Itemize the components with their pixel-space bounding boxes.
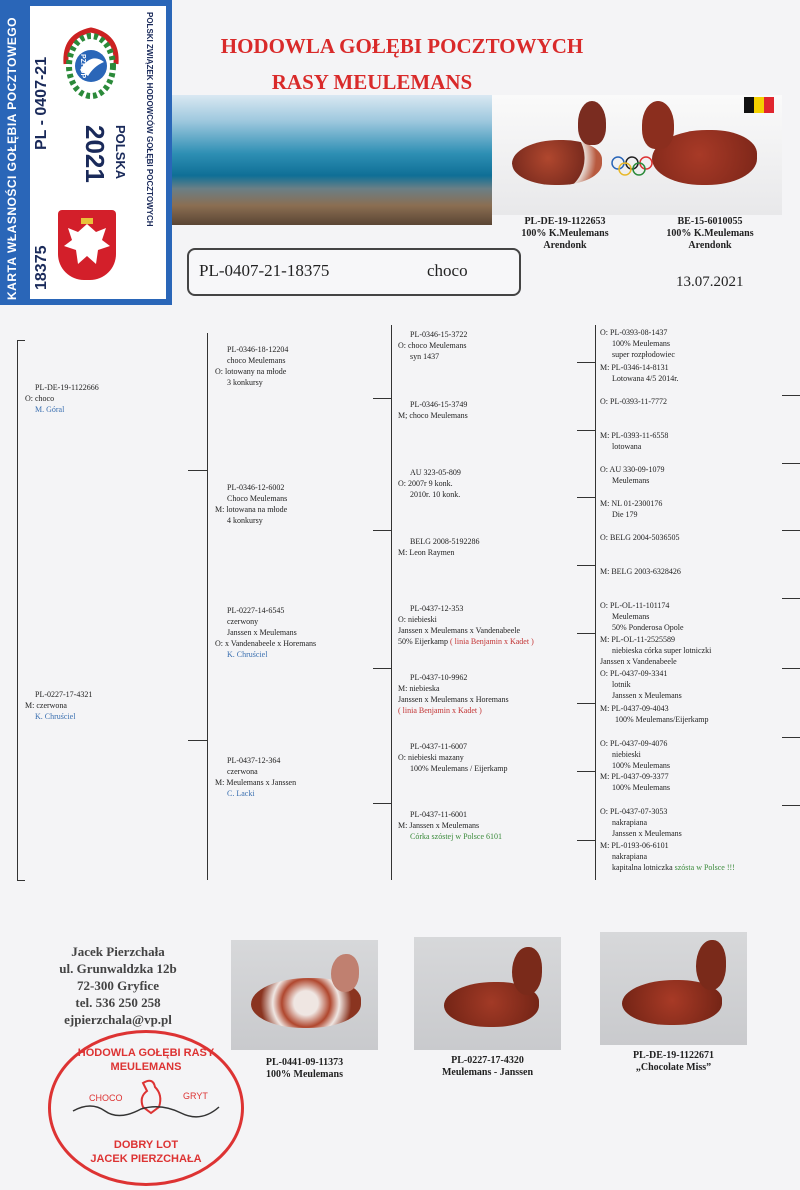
gen2-line: choco Meulemans xyxy=(227,356,286,365)
coat-of-arms-icon xyxy=(58,210,116,280)
card-country: POLSKA xyxy=(113,125,128,180)
gen2-line: Janssen x Meulemans xyxy=(227,628,297,637)
gen4-line: Janssen x Vandenabeele xyxy=(600,657,677,666)
stamp-bottom2: JACEK PIERZCHAŁA xyxy=(90,1153,202,1165)
gen4-line: lotowana xyxy=(612,442,642,451)
gen3-ring: PL-0437-12-353 xyxy=(410,604,464,613)
signature-icon xyxy=(71,1099,221,1119)
ring-number: PL-0407-21-18375 xyxy=(199,261,330,280)
caption-breed: „Chocolate Miss” xyxy=(635,1062,712,1073)
gen4-line xyxy=(612,863,735,873)
gen3-ring: AU 323-05-809 xyxy=(410,468,461,477)
gen4-line-note: szósta w Polsce !!! xyxy=(674,863,735,872)
stamp-choco: CHOCO xyxy=(89,1093,123,1103)
gen2-line: 4 konkursy xyxy=(227,516,263,525)
gen2-line: M: Meulemans x Janssen xyxy=(215,778,297,787)
gen4-ring: O: PL-0437-09-3341 xyxy=(600,669,668,678)
stamp-top: HODOWLA GOŁĘBI RASY xyxy=(77,1047,215,1059)
pigeon-image xyxy=(512,140,602,185)
gen4-line: nakrapiana xyxy=(612,818,648,827)
caption-breed: 100% Meulemans xyxy=(266,1069,343,1080)
owner-name: Jacek Pierzchała xyxy=(71,944,165,959)
caption-origin: Arendonk xyxy=(688,240,732,251)
gen2-ring: PL-0227-14-6545 xyxy=(227,606,285,615)
document-date: 13.07.2021 xyxy=(676,274,744,290)
belgium-flag-icon xyxy=(744,97,774,113)
gen3-line: O: choco Meulemans xyxy=(398,341,467,350)
gen3-ring: PL-0437-11-6001 xyxy=(410,810,468,819)
gen4-line: Meulemans xyxy=(612,476,650,485)
gen4-ring: O: PL-0437-07-3053 xyxy=(600,807,668,816)
gen3-line: M; choco Meulemans xyxy=(398,411,468,420)
top-photo-caption-2 xyxy=(650,216,770,252)
gen4-line: Janssen x Meulemans xyxy=(612,829,682,838)
ring-number-box xyxy=(187,248,521,296)
bottom-photo-2 xyxy=(414,937,561,1050)
gen4-ring: O: PL-0437-09-4076 xyxy=(600,739,668,748)
gen2-ring: PL-0346-18-12204 xyxy=(227,345,289,354)
caption-origin: Arendonk xyxy=(543,240,587,251)
gen3-ring: PL-0346-15-3722 xyxy=(410,330,468,339)
ownership-card xyxy=(0,0,172,305)
card-year: 2021 xyxy=(80,125,110,183)
owner-street: ul. Grunwaldzka 12b xyxy=(59,961,177,976)
pigeon-image xyxy=(512,947,542,995)
gen4-line: 100% Meulemans xyxy=(612,783,670,792)
gen3-line: O: niebieski mazany xyxy=(398,753,464,762)
owner-phone: tel. 536 250 258 xyxy=(75,995,161,1010)
gen4-ring: M: PL-0437-09-3377 xyxy=(600,772,669,781)
pigeon-image xyxy=(696,940,726,990)
gen4-line: 100% Meulemans xyxy=(612,761,670,770)
owner-city: 72-300 Gryfice xyxy=(77,978,159,993)
gen3-line: O: 2007r 9 konk. xyxy=(398,479,453,488)
bottom-photo-caption-3 xyxy=(600,1050,747,1074)
caption-ring: PL-0227-17-4320 xyxy=(451,1055,524,1066)
pigeon-image xyxy=(331,954,359,992)
dam-ring: PL-0227-17-4321 xyxy=(35,690,93,699)
caption-breed: Meulemans - Janssen xyxy=(441,1067,534,1078)
logo-text: PZHGP xyxy=(79,54,86,79)
owner-email: ejpierzchala@vp.pl xyxy=(64,1012,172,1027)
gen2-line: 3 konkursy xyxy=(227,378,263,387)
gen4-ring: M: PL-OL-11-2525589 xyxy=(600,635,676,644)
gen3-line: 100% Meulemans / Eijerkamp xyxy=(410,764,508,773)
gen2-breeder: C. Lacki xyxy=(227,789,255,798)
gen3-line-note: ( linia Benjamin x Kadet ) xyxy=(398,706,482,715)
gen3-ring: PL-0437-11-6007 xyxy=(410,742,468,751)
gen4-line: niebieska córka super lotniczki xyxy=(612,646,712,655)
gen3-line: M: niebieska xyxy=(398,684,440,693)
sire-ring: PL-DE-19-1122666 xyxy=(35,383,99,392)
gen4-ring: O: BELG 2004-5036505 xyxy=(600,533,680,542)
pzhgp-logo xyxy=(58,22,124,106)
gen4-line: kapitalna lotniczka xyxy=(612,863,673,872)
gen4-ring: M: PL-0393-11-6558 xyxy=(600,431,669,440)
page-title-line1: HODOWLA GOŁĘBI POCZTOWYCH xyxy=(220,34,584,58)
gen2-line: M: lotowana na młode xyxy=(215,505,288,514)
gen4-ring: M: PL-0346-14-8131 xyxy=(600,363,669,372)
gen2-ring: PL-0437-12-364 xyxy=(227,756,281,765)
stamp-bottom1: DOBRY LOT xyxy=(113,1139,179,1151)
gen4-ring: M: NL 01-2300176 xyxy=(600,499,663,508)
gen3-line-note: ( linia Benjamin x Kadet ) xyxy=(449,637,534,646)
gen3-line: syn 1437 xyxy=(410,352,440,361)
gen4-line: 100% Meulemans/Eijerkamp xyxy=(615,715,709,724)
card-ring: PL - 0407-21 xyxy=(33,56,50,150)
pigeon-color: choco xyxy=(427,261,468,280)
gen4-line: 100% Meulemans xyxy=(612,339,670,348)
stamp-gryf: GRYT xyxy=(183,1091,208,1101)
gen4-ring: M: PL-0193-06-6101 xyxy=(600,841,669,850)
pigeon-image xyxy=(578,101,606,145)
page-title-line2: RASY MEULEMANS xyxy=(271,70,473,94)
gen4-line: lotnik xyxy=(612,680,631,689)
gen2-ring: PL-0346-12-6002 xyxy=(227,483,285,492)
gen3-line: M: Leon Raymen xyxy=(398,548,455,557)
gen2-breeder: K. Chruściel xyxy=(227,650,268,659)
card-number: 18375 xyxy=(33,245,50,290)
gen3-line xyxy=(398,637,534,647)
caption-ring: BE-15-6010055 xyxy=(677,216,743,227)
sea-banner-image xyxy=(172,95,492,225)
top-pigeons-photo xyxy=(492,95,782,215)
bottom-photo-caption-1 xyxy=(231,1057,378,1081)
gen3-line: M: Janssen x Meulemans xyxy=(398,821,480,830)
gen2-line: O: x Vandenabeele x Horemans xyxy=(215,639,317,648)
caption-ring: PL-DE-19-1122671 xyxy=(632,1050,715,1061)
bottom-photo-caption-2 xyxy=(414,1055,561,1079)
gen3-ring: PL-0346-15-3749 xyxy=(410,400,468,409)
gen4-line: Die 179 xyxy=(612,510,638,519)
caption-ring: PL-0441-09-11373 xyxy=(265,1057,344,1068)
stamp-mid: MEULEMANS xyxy=(110,1061,182,1073)
caption-breed: 100% K.Meulemans xyxy=(666,228,754,239)
gen4-ring: O: PL-OL-11-101174 xyxy=(600,601,670,610)
breeder-stamp xyxy=(48,1030,244,1186)
gen3-ring: BELG 2008-5192286 xyxy=(410,537,480,546)
dam-color: M: czerwona xyxy=(25,701,67,710)
sire-color: O: choco xyxy=(25,394,55,403)
gen4-ring: M: BELG 2003-6328426 xyxy=(600,567,681,576)
owner-address xyxy=(28,943,208,1028)
olympic-rings-icon xyxy=(610,155,654,177)
caption-breed: 100% K.Meulemans xyxy=(521,228,609,239)
gen3-line: Janssen x Meulemans x Vandenabeele xyxy=(398,626,521,635)
sire-breeder: M. Góral xyxy=(35,405,65,414)
gen4-line: Janssen x Meulemans xyxy=(612,691,682,700)
gen4-ring: M: PL-0437-09-4043 xyxy=(600,704,669,713)
card-org: POLSKI ZWIĄZEK HODOWCÓW GOŁĘBI POCZTOWYCH xyxy=(145,12,154,227)
gen4-line: nakrapiana xyxy=(612,852,648,861)
pigeon-image xyxy=(642,101,674,149)
gen2-line: czerwony xyxy=(227,617,259,626)
card-side-title: KARTA WŁASNOŚCI GOŁĘBIA POCZTOWEGO xyxy=(5,17,19,300)
gen4-ring: O: PL-0393-08-1437 xyxy=(600,328,668,337)
gen3-ring: PL-0437-10-9962 xyxy=(410,673,468,682)
gen2-line: czerwona xyxy=(227,767,258,776)
gen3-line: O: niebieski xyxy=(398,615,437,624)
gen4-line: niebieski xyxy=(612,750,641,759)
top-photo-caption-1 xyxy=(505,216,625,252)
gen4-line: Meulemans xyxy=(612,612,650,621)
dam-breeder: K. Chruściel xyxy=(35,712,76,721)
gen3-line-note: Córka szóstej w Polsce 6101 xyxy=(410,832,502,841)
gen4-line: super rozpłodowiec xyxy=(612,350,675,359)
gen3-line: 50% Eijerkamp xyxy=(398,637,448,646)
bottom-photo-1 xyxy=(231,940,378,1050)
gen4-ring: O: AU 330-09-1079 xyxy=(600,465,665,474)
bottom-photo-3 xyxy=(600,932,747,1045)
gen4-line: 50% Ponderosa Opole xyxy=(612,623,684,632)
gen3-line: Janssen x Meulemans x Horemans xyxy=(398,695,509,704)
gen2-line: O: lotowany na młode xyxy=(215,367,287,376)
gen4-line: Lotowana 4/5 2014r. xyxy=(612,374,679,383)
gen3-line: 2010r. 10 konk. xyxy=(410,490,461,499)
gen2-line: Choco Meulemans xyxy=(227,494,288,503)
gen4-ring: O: PL-0393-11-7772 xyxy=(600,397,668,406)
caption-ring: PL-DE-19-1122653 xyxy=(524,216,606,227)
